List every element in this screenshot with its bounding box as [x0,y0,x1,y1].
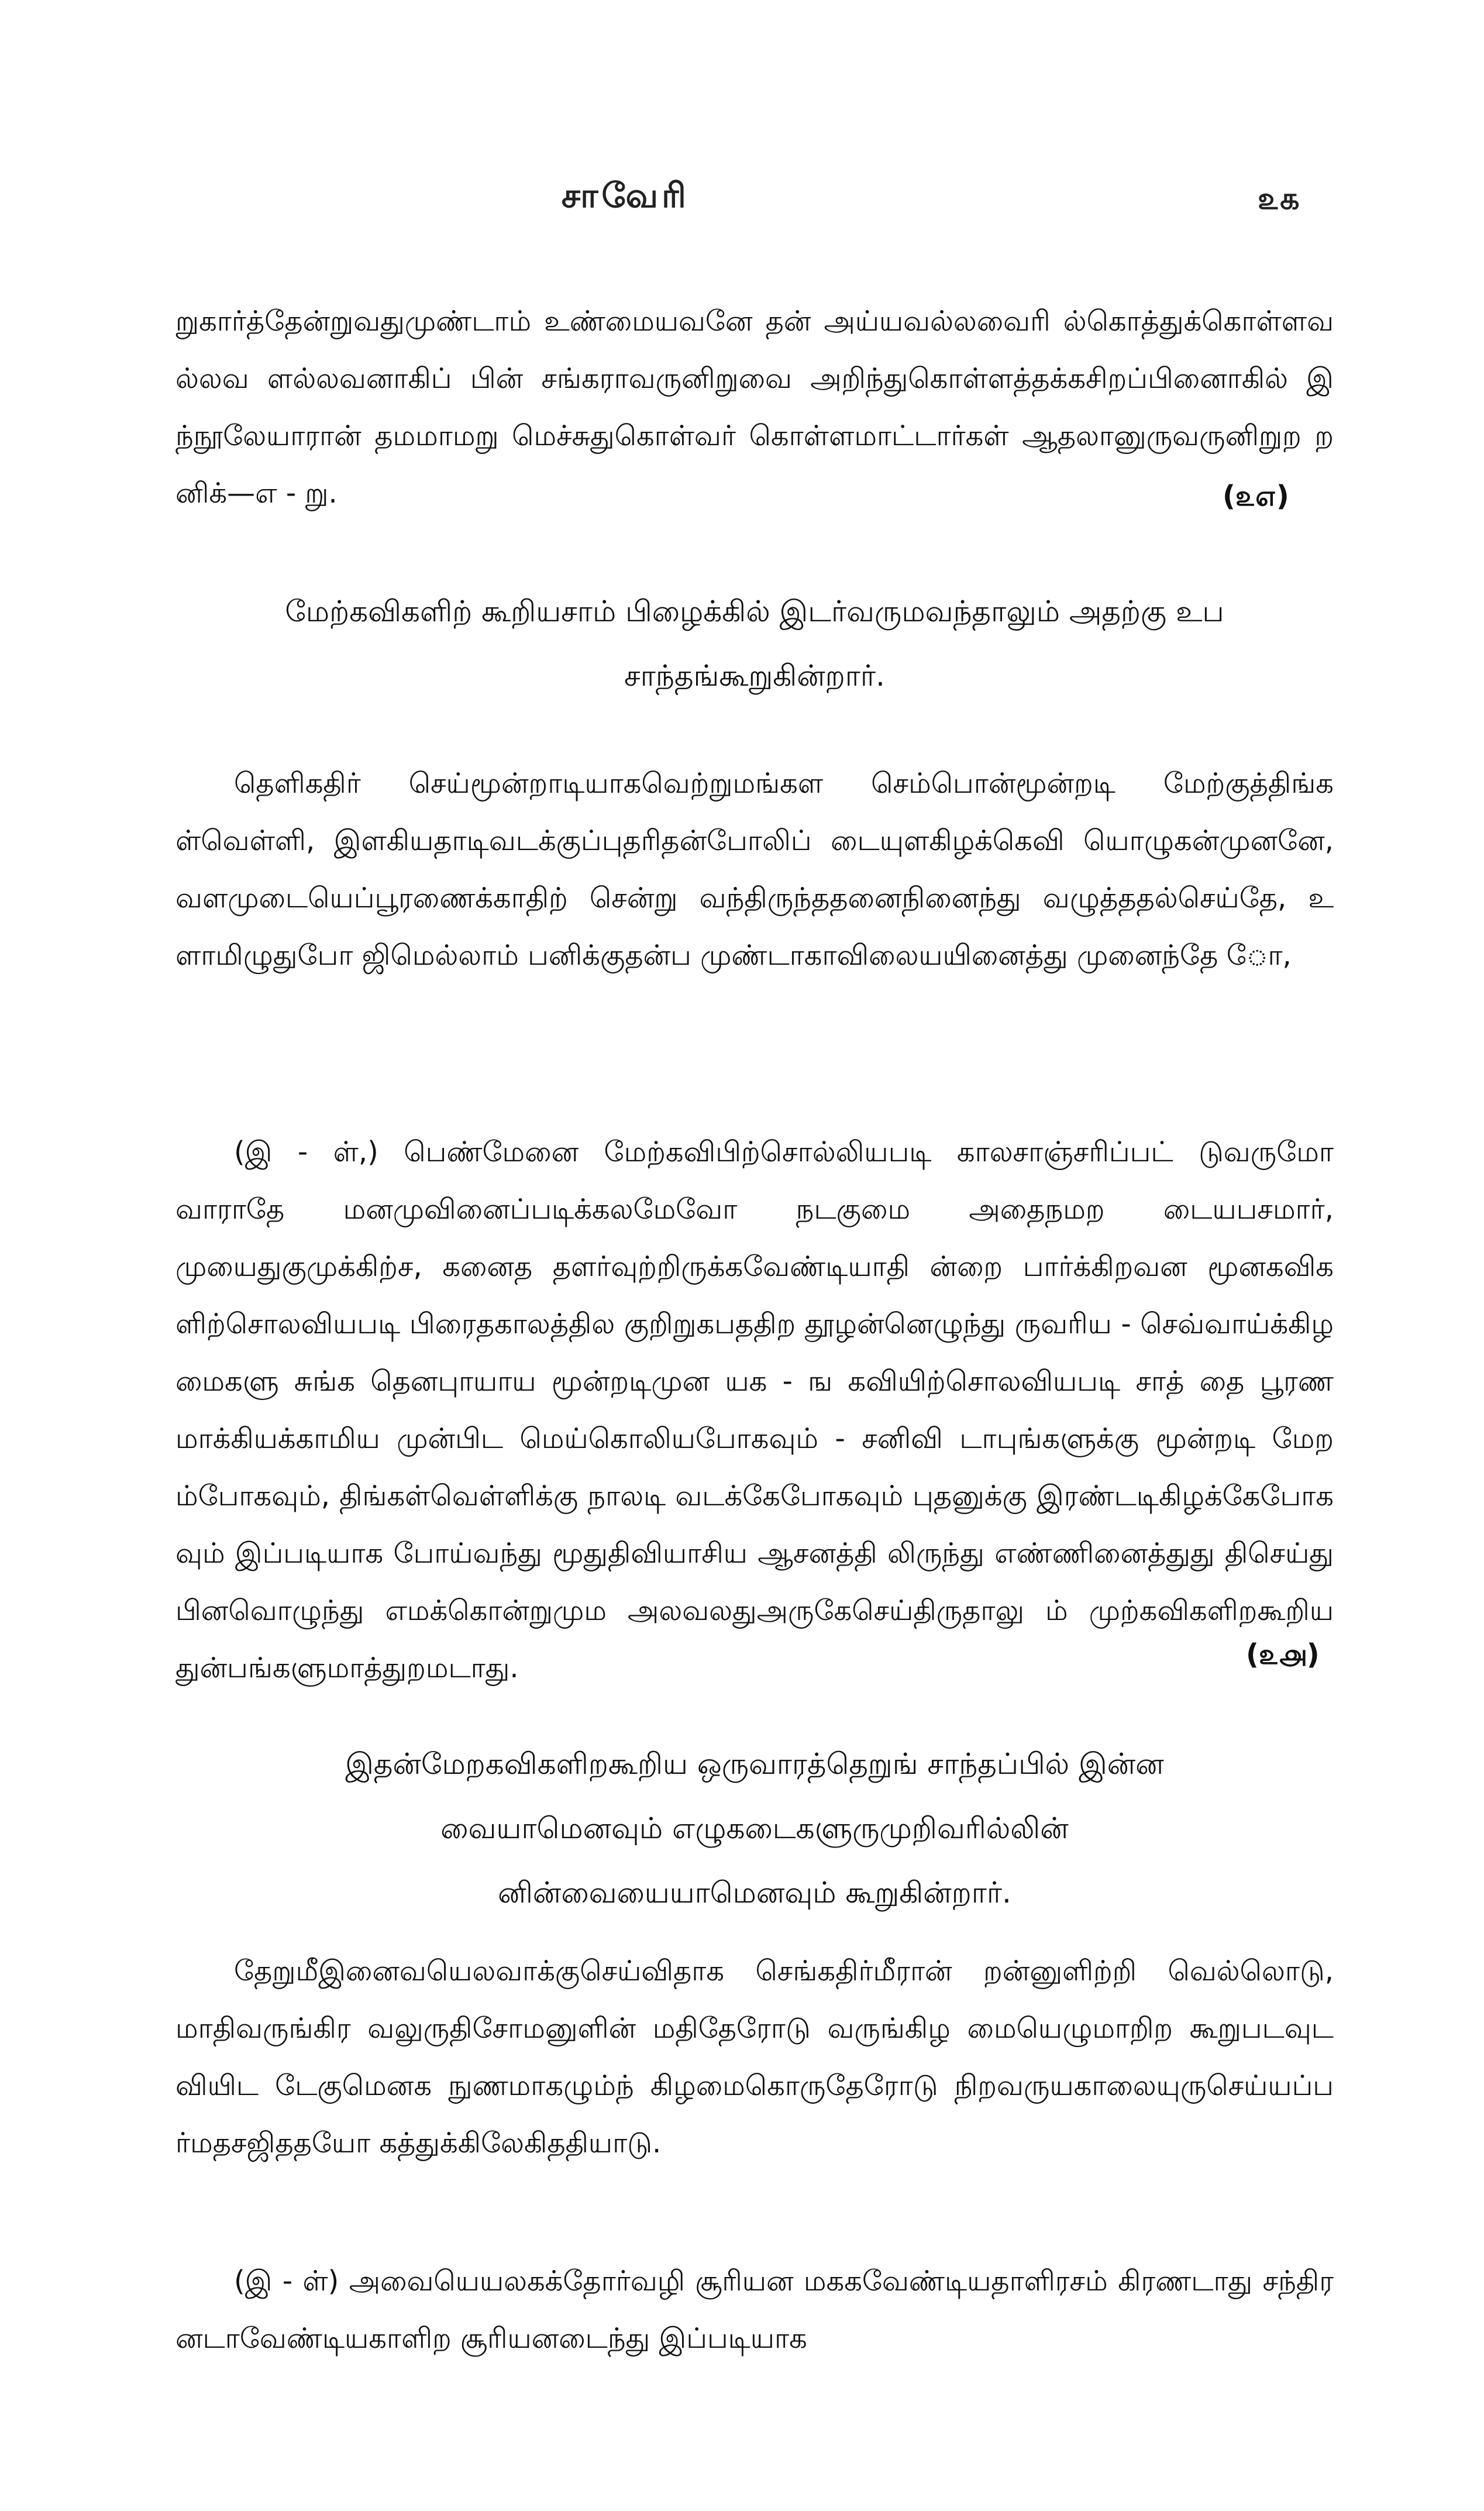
section-heading: மேற்கவிகளிற் கூறியசாம் பிழைக்கில் இடர்வருமவந்தாலும் அதற்கு உபசாந்தங்கூறுகின்றார். [285,594,1224,693]
commentary-paragraph: (இ - ள்) அவையெயலகக்தோர்வழி சூரியன மககவேண்டியதாளிரசம் கிரணடாது சந்திரனடாவேண்டியகாளிற சூரியனடைந்து இப்படியாக [175,2265,1334,2355]
verse-number: (௨௮) [1246,1638,1320,1671]
commentary-paragraph: (இ - ள்,) பெண்மேனை மேற்கவிபிற்சொல்லியபடி காலசாஞ்சரிப்பட் டுவருமோ வாராதே மனமுவினைப்படிக்கலமேவோ நடகுமை அதைநமற டையபசமார், முயைதுகுமுக்கிற்ச, கனைத தளர்வுற்றிருக்கவேண்டியாதி ன்றை பார்க்கிறவன மூனகவிகளிற்சொலவியபடி பிரைதகாலத்தில குறிறுகபததிற தூழன்னெழுந்து ருவரிய - செவ்வாய்க்கிழமைகளு சுங்க தெனபுாயாய மூன்றடிமுன யக - ங கவியிற்சொலவியபடி சாத் தை பூரணமாக்கியக்காமிய முன்பிட மெய்கொலியபோகவும் - சனிவி டாபுங்களுக்கு மூன்றடி மேறம்போகவும், திங்கள்வெள்ளிக்கு நாலடி வடக்கேபோகவும் புதனுக்கு இரண்டடிகிழக்கேபோகவும் இப்படியாக போய்வந்து மூதுதிவியாசிய ஆசனத்தி லிருந்து எண்ணினைத்துது திசெய்து பினவொழுந்து எமக்கொன்றுமும அலவலதுஅருகேசெய்திருதாலு ம் முற்கவிகளிறகூறிய துன்பங்களுமாத்துறமடாது. [175,1136,1334,1684]
paragraph-continuation: றுகார்த்தேன்றுவதுமுண்டாம் உண்மையவனே தன் அய்யவல்லவைரி ல்கொத்துக்கொள்ளவல்லவ ளல்லவனாகிப் பின் சங்கராவருனிறுவை அறிந்துகொள்ளத்தக்கசிறப்பினைாகில் இந்நூலேயாரான் தமமாமறு மெச்சுதுகொள்வர் கொள்ளமாட்டார்கள் ஆதலானுருவருனிறுற றனிக்—எ - று. [175,305,1334,510]
running-header-title: சாவேரி [562,176,690,215]
page-number: ௨௧ [1258,181,1300,216]
verse-paragraph: தேறுமீஇனைவயெலவாக்குசெய்விதாக செங்கதிர்மீரான் றன்னுளிற்றி வெல்லொடு, மாதிவருங்கிர வலுருதிசோமனுளின் மதிதேரோடு வருங்கிழ மையெழுமாறிற கூறுபடவுடவியிட டேகுமெனக நுணமாகழும்ந் கிழமைகொருதேரோடு நிறவருயகாலையுருசெய்யப்பர்மதசஜிததயோ கத்துக்கிலேகிததியாடு. [175,1955,1334,2159]
verse-number: (௨௭) [1223,480,1289,512]
section-heading: இதன்மேறகவிகளிறகூறிய ஒருவாரத்தெறுங் சாந்தப்பில் இன்னவையாமெனவும் எழுகடைகளுருமுறிவரில்லின் னின்வையையாமெனவும் கூறுகின்றார். [345,1747,1164,1910]
verse-paragraph: தெளிகதிர் செய்மூன்றாடியாகவெற்றுமங்கள செம்பொன்மூன்றடி மேற்குத்திங்கள்வெள்ளி, இளகியதாடிவடக்குப்புதரிதன்போலிப் டையுளகிழக்கெவி யொழுகன்முனனே, வளமுடையெப்பூரணைக்காதிற் சென்று வந்திருந்ததனைநினைந்து வழுத்ததல்செய்தே, உளாமிழுதுபோ ஜிமெல்லாம் பனிக்குதன்ப முண்டாகாவிலையயினைத்து முனைந்தே ோ, [175,767,1334,972]
